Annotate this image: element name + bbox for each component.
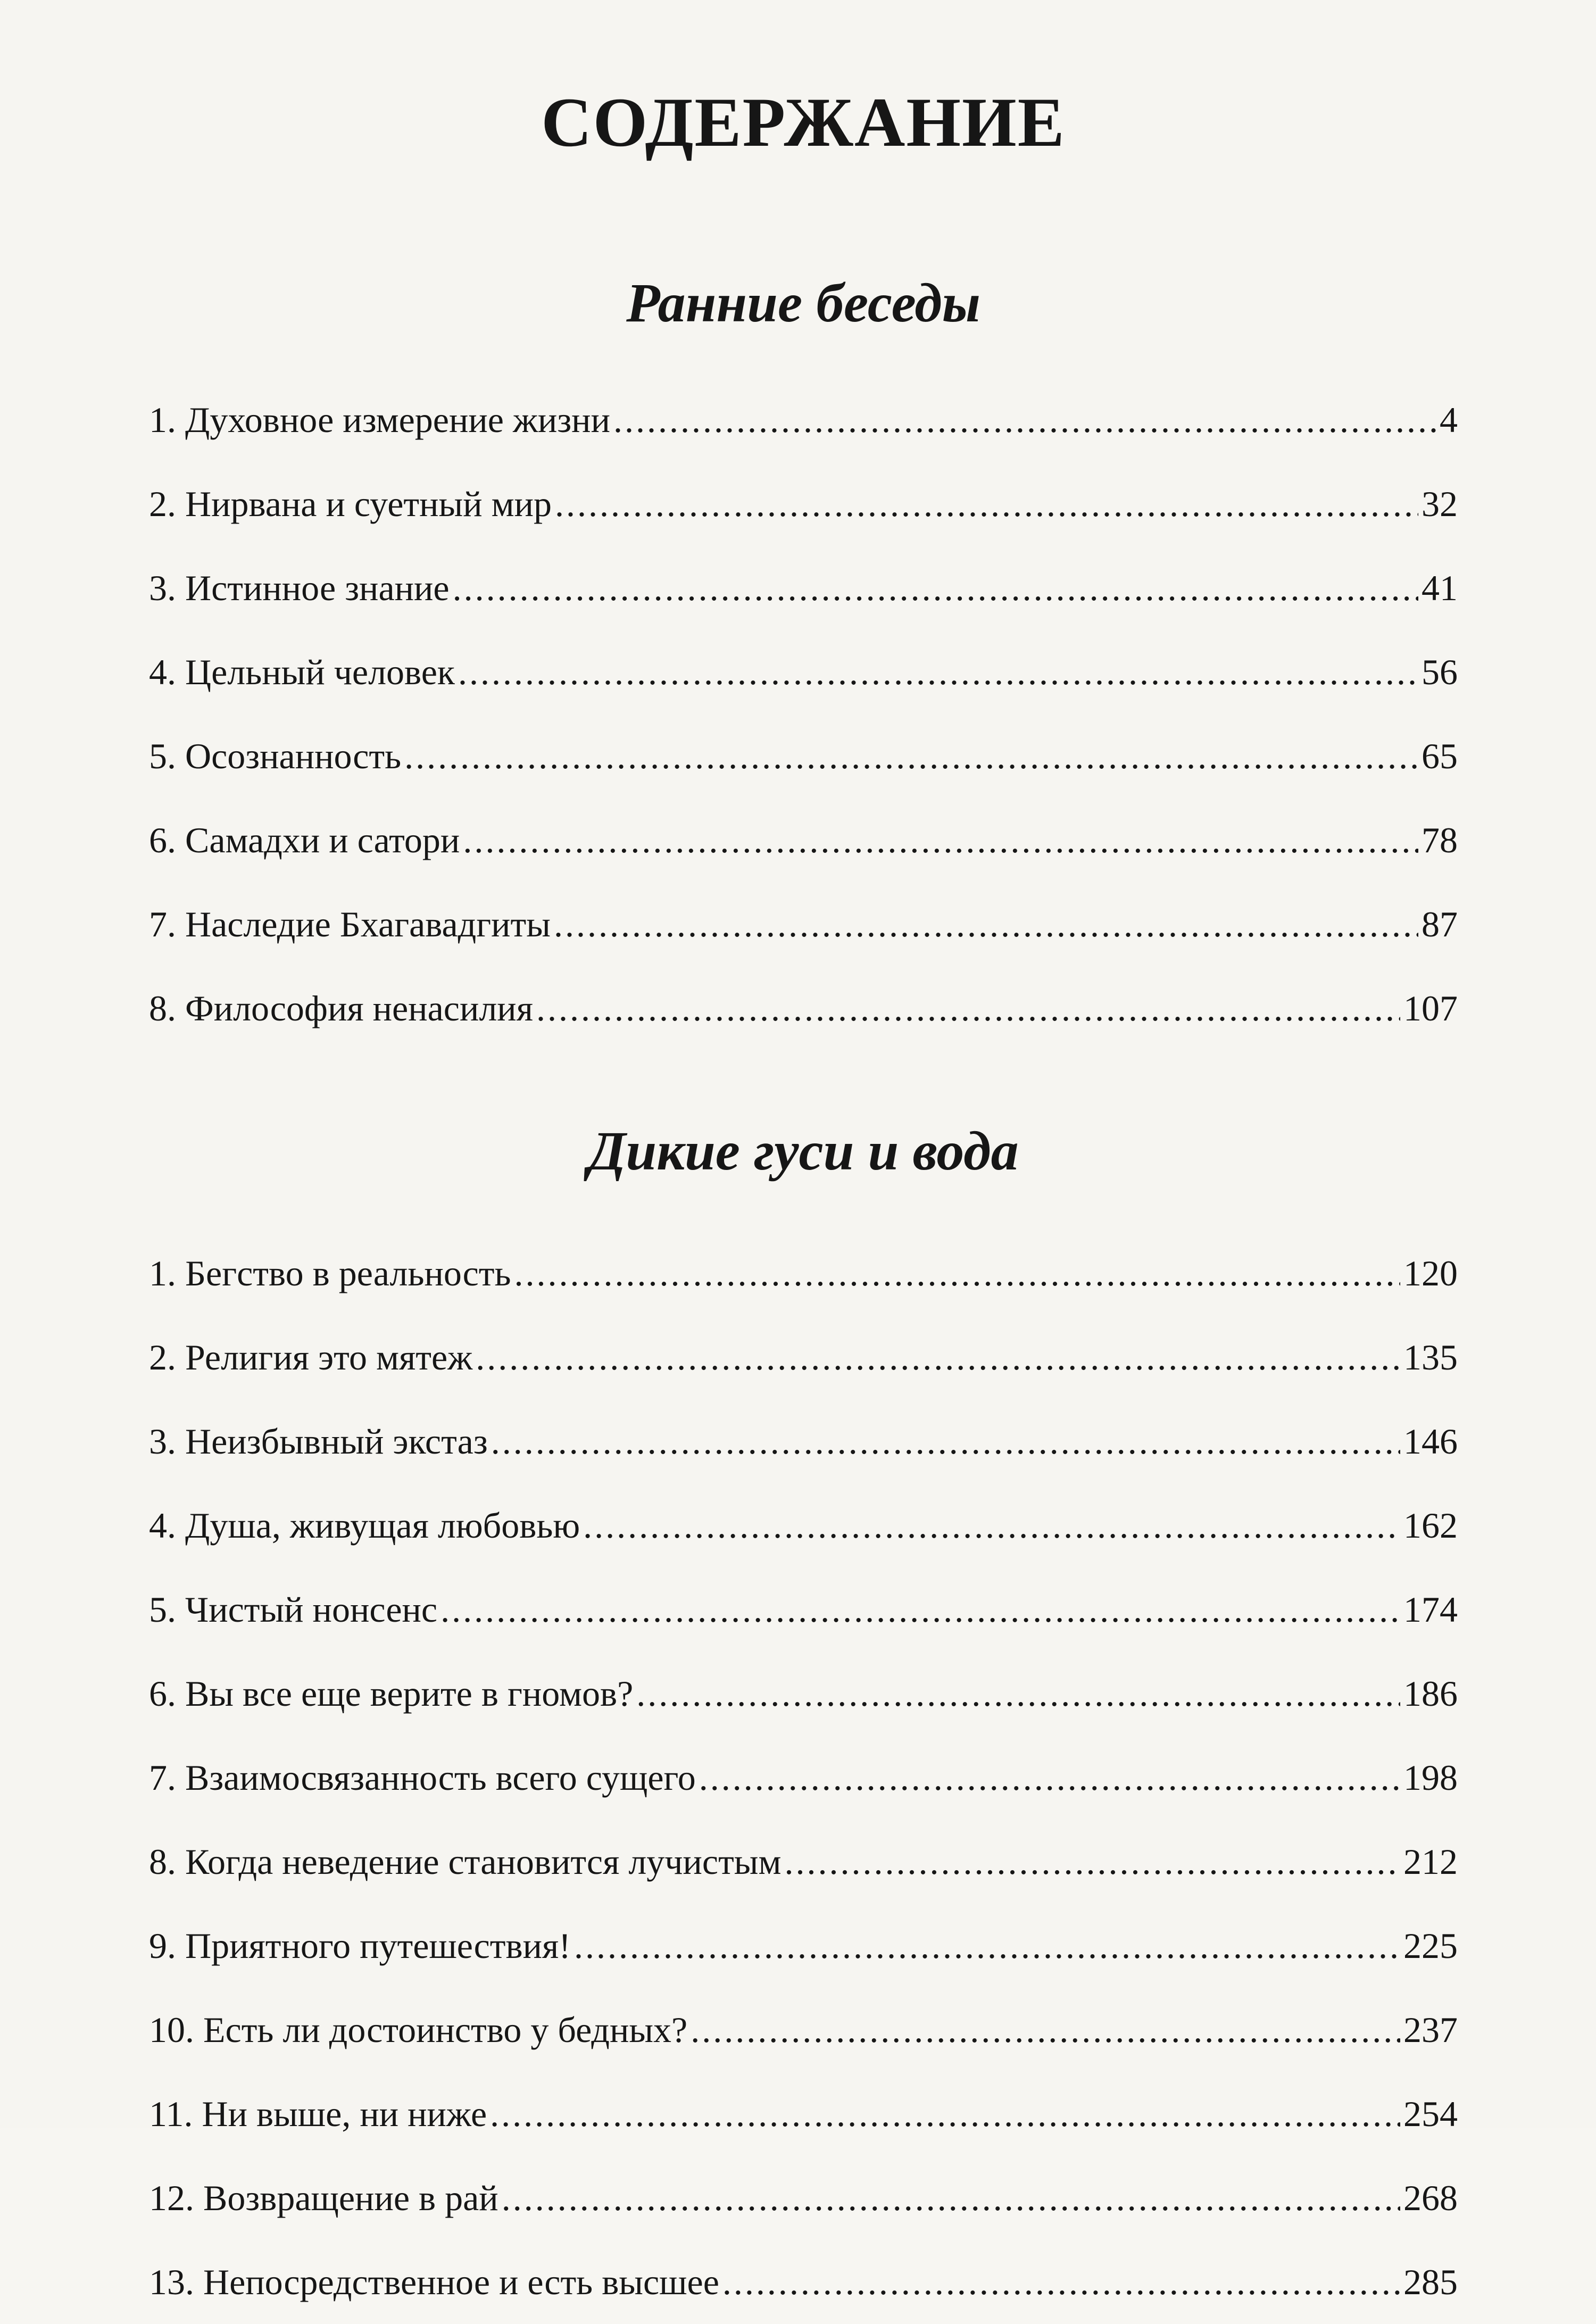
toc-entry xyxy=(149,1736,1458,1820)
toc-entry-title: 5. Осознанность xyxy=(149,736,402,776)
toc-entry-page: 56 xyxy=(1422,652,1458,692)
toc-entry xyxy=(149,1567,1458,1651)
section-title-early-talks: Ранние беседы xyxy=(626,272,980,334)
toc-entry xyxy=(149,546,1458,630)
toc-entry-page: 237 xyxy=(1403,2010,1458,2050)
dot-leader xyxy=(699,1736,1400,1820)
toc-entry-title: 11. Ни выше, ни ниже xyxy=(149,2094,487,2134)
dot-leader xyxy=(490,2072,1400,2156)
dot-leader xyxy=(453,546,1418,630)
toc-entry-page: 4 xyxy=(1440,400,1458,440)
toc-entry-title: 12. Возвращение в рай xyxy=(149,2178,498,2218)
dot-leader xyxy=(458,630,1418,714)
toc-entry-title: 4. Цельный человек xyxy=(149,652,455,692)
toc-entry-page: 198 xyxy=(1403,1757,1458,1798)
toc-entry-page: 41 xyxy=(1422,568,1458,608)
toc-entry xyxy=(149,462,1458,546)
toc-entry xyxy=(149,798,1458,882)
dot-leader xyxy=(722,2240,1400,2324)
toc-entry-page: 146 xyxy=(1403,1421,1458,1462)
toc-entry-title: 1. Бегство в реальность xyxy=(149,1253,511,1293)
toc-entry xyxy=(149,1483,1458,1567)
dot-leader xyxy=(691,1988,1400,2072)
toc-entry xyxy=(149,1399,1458,1483)
dot-leader xyxy=(440,1567,1400,1651)
dot-leader xyxy=(583,1483,1400,1567)
toc-entry-title: 9. Приятного путешествия! xyxy=(149,1925,571,1966)
page-title: СОДЕРЖАНИЕ xyxy=(541,83,1066,161)
toc-entry-page: 107 xyxy=(1403,988,1458,1028)
toc-entry xyxy=(149,2240,1458,2324)
dot-leader xyxy=(554,882,1418,966)
toc-entry-page: 212 xyxy=(1403,1841,1458,1882)
toc-entry-page: 186 xyxy=(1403,1673,1458,1714)
toc-entry-title: 2. Религия это мятеж xyxy=(149,1337,473,1377)
toc-section-2 xyxy=(149,1231,1458,2324)
toc-entry-title: 6. Самадхи и сатори xyxy=(149,820,460,860)
toc-entry-page: 32 xyxy=(1422,484,1458,524)
toc-entry-page: 78 xyxy=(1422,820,1458,860)
toc-entry-page: 285 xyxy=(1403,2262,1458,2302)
toc-entry xyxy=(149,630,1458,714)
toc-entry xyxy=(149,1315,1458,1399)
dot-leader xyxy=(574,1904,1400,1988)
dot-leader xyxy=(463,798,1418,882)
table-of-contents xyxy=(149,80,1458,2324)
dot-leader xyxy=(613,378,1436,462)
toc-entry-title: 7. Наследие Бхагавадгиты xyxy=(149,904,551,944)
toc-entry-title: 3. Неизбывный экстаз xyxy=(149,1421,488,1462)
dot-leader xyxy=(785,1820,1400,1904)
toc-entry-page: 174 xyxy=(1403,1589,1458,1630)
toc-entry-page: 254 xyxy=(1403,2094,1458,2134)
dot-leader xyxy=(636,1651,1400,1736)
toc-entry-title: 8. Философия ненасилия xyxy=(149,988,533,1028)
toc-entry-page: 120 xyxy=(1403,1253,1458,1293)
toc-entry-page: 162 xyxy=(1403,1505,1458,1546)
dot-leader xyxy=(555,462,1418,546)
dot-leader xyxy=(491,1399,1400,1483)
toc-entry xyxy=(149,378,1458,462)
toc-entry-title: 1. Духовное измерение жизни xyxy=(149,400,610,440)
toc-entry xyxy=(149,1651,1458,1736)
toc-entry-title: 13. Непосредственное и есть высшее xyxy=(149,2262,719,2302)
toc-entry-page: 225 xyxy=(1403,1925,1458,1966)
toc-entry-page: 87 xyxy=(1422,904,1458,944)
dot-leader xyxy=(404,714,1418,798)
toc-entry-title: 7. Взаимосвязанность всего сущего xyxy=(149,1757,696,1798)
toc-entry-title: 10. Есть ли достоинство у бедных? xyxy=(149,2010,688,2050)
toc-entry xyxy=(149,2156,1458,2240)
toc-entry xyxy=(149,1231,1458,1315)
toc-section-1 xyxy=(149,378,1458,1050)
toc-entry-page: 268 xyxy=(1403,2178,1458,2218)
toc-entry xyxy=(149,1988,1458,2072)
toc-entry xyxy=(149,1820,1458,1904)
toc-entry xyxy=(149,1904,1458,1988)
toc-entry xyxy=(149,966,1458,1050)
toc-entry xyxy=(149,714,1458,798)
toc-entry-page: 135 xyxy=(1403,1337,1458,1377)
toc-entry xyxy=(149,882,1458,966)
dot-leader xyxy=(514,1231,1401,1315)
toc-entry-title: 2. Нирвана и суетный мир xyxy=(149,484,552,524)
toc-entry-page: 65 xyxy=(1422,736,1458,776)
dot-leader xyxy=(502,2156,1400,2240)
toc-entry xyxy=(149,2072,1458,2156)
toc-entry-title: 5. Чистый нонсенс xyxy=(149,1589,438,1630)
section-title-wild-geese: Дикие гуси и вода xyxy=(588,1120,1019,1182)
toc-entry-title: 3. Истинное знание xyxy=(149,568,450,608)
toc-entry-title: 6. Вы все еще верите в гномов? xyxy=(149,1673,634,1714)
toc-entry-title: 4. Душа, живущая любовью xyxy=(149,1505,580,1546)
dot-leader xyxy=(476,1315,1400,1399)
toc-entry-title: 8. Когда неведение становится лучистым xyxy=(149,1841,782,1882)
dot-leader xyxy=(536,966,1400,1050)
